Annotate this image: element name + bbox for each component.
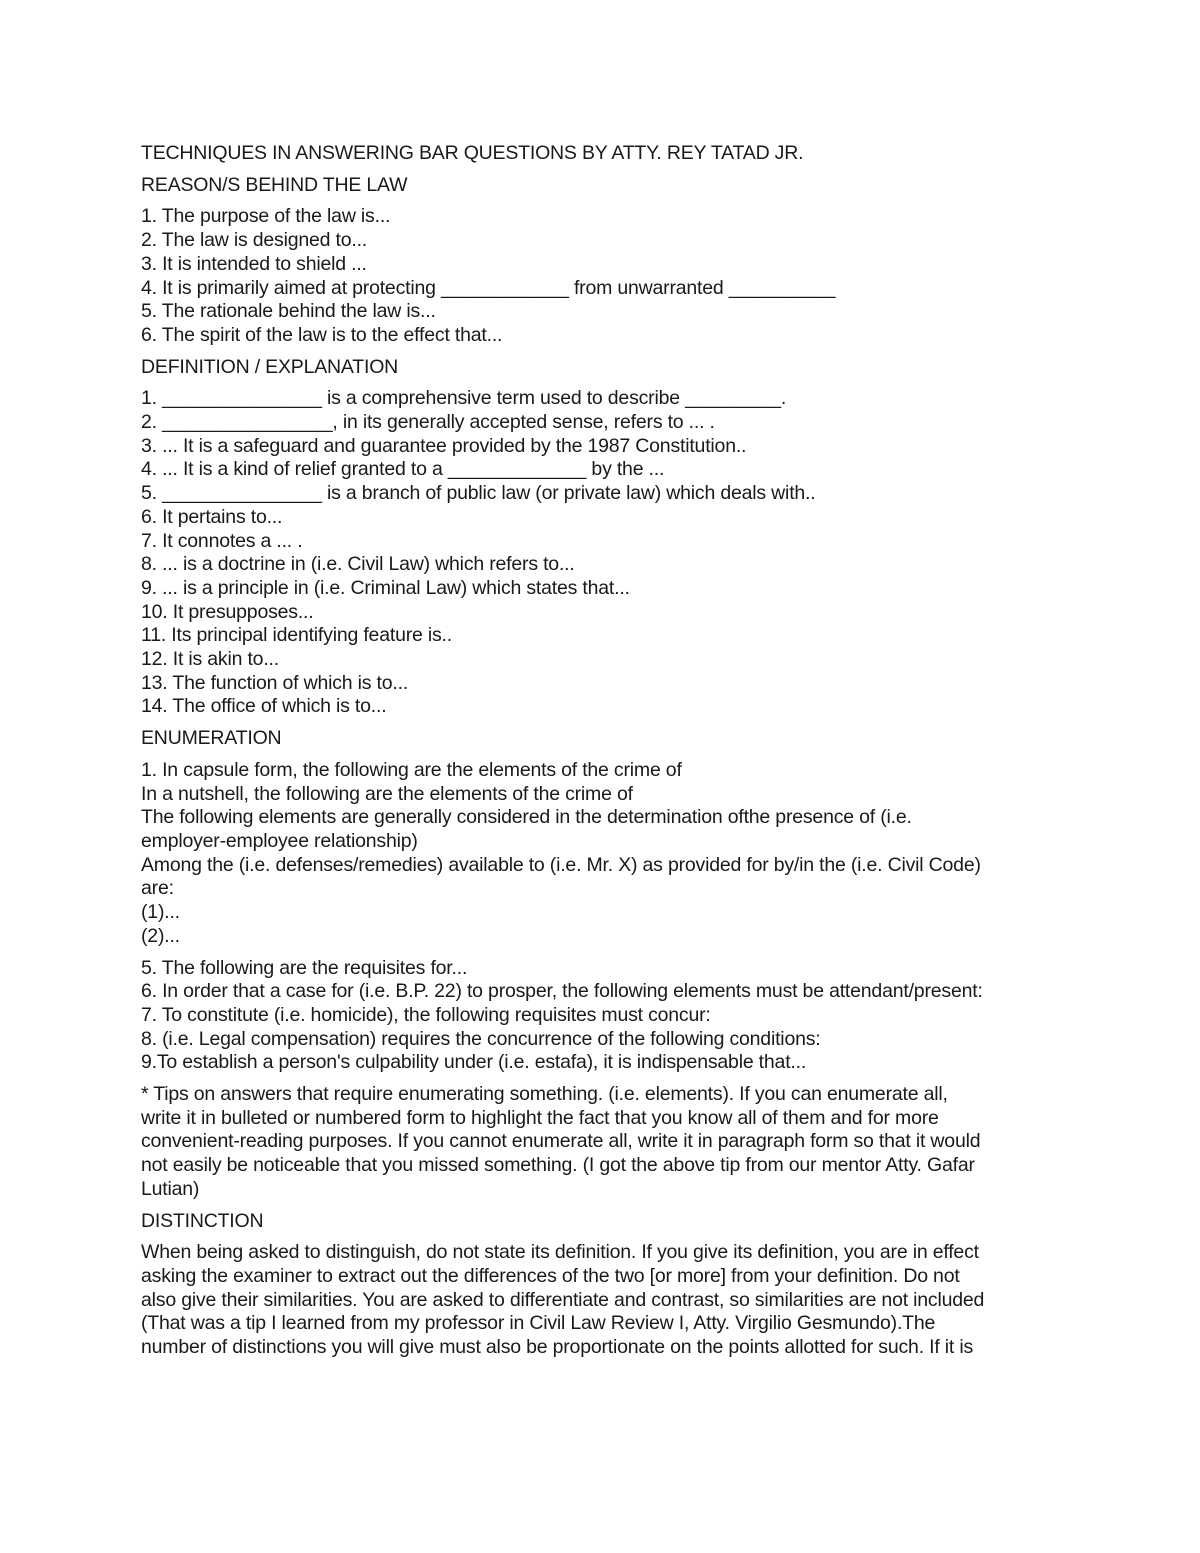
list-item: The following elements are generally considered in the determination ofthe presence of (i.e. bbox=[141, 806, 912, 829]
list-item: In a nutshell, the following are the elements of the crime of bbox=[141, 782, 633, 805]
list-item: 3. ... It is a safeguard and guarantee provided by the 1987 Constitution.. bbox=[141, 434, 747, 457]
document-title: TECHNIQUES IN ANSWERING BAR QUESTIONS BY ATTY. REY TATAD JR. bbox=[141, 142, 804, 164]
list-item: 8. ... is a doctrine in (i.e. Civil Law) which refers to... bbox=[141, 553, 575, 576]
list-item: 1. In capsule form, the following are the elements of the crime of bbox=[141, 758, 682, 781]
list-item: are: bbox=[141, 877, 174, 900]
list-item: 9. ... is a principle in (i.e. Criminal Law) which states that... bbox=[141, 576, 630, 599]
list-item: 9.To establish a person's culpability under (i.e. estafa), it is indispensable that... bbox=[141, 1051, 807, 1074]
distinction-paragraph bbox=[141, 1241, 1061, 1360]
list-item: 13. The function of which is to... bbox=[141, 671, 409, 694]
list-item: Among the (i.e. defenses/remedies) available to (i.e. Mr. X) as provided for by/in the (i.e. Civil Code) bbox=[141, 853, 981, 876]
enumeration-list-b bbox=[141, 957, 1061, 1076]
definition-list bbox=[141, 387, 1061, 719]
paragraph-line: also give their similarities. You are asked to differentiate and contrast, so similarities are not included bbox=[141, 1288, 985, 1311]
list-item: 5. The rationale behind the law is... bbox=[141, 300, 436, 323]
list-item: 1. _______________ is a comprehensive term used to describe _________. bbox=[141, 387, 787, 410]
list-item: 12. It is akin to... bbox=[141, 648, 279, 671]
list-item: 6. In order that a case for (i.e. B.P. 22) to prosper, the following elements must be attendant/present: bbox=[141, 980, 983, 1003]
list-item: 6. The spirit of the law is to the effect that... bbox=[141, 323, 503, 346]
paragraph-line: When being asked to distinguish, do not state its definition. If you give its definition, you are in effect bbox=[141, 1241, 979, 1264]
list-item: (2)... bbox=[141, 924, 180, 947]
list-item: 7. To constitute (i.e. homicide), the following requisites must concur: bbox=[141, 1003, 711, 1026]
list-item: 5. _______________ is a branch of public law (or private law) which deals with.. bbox=[141, 482, 816, 505]
enumeration-tip-paragraph bbox=[141, 1083, 1061, 1202]
paragraph-line: asking the examiner to extract out the differences of the two [or more] from your definition. Do not bbox=[141, 1264, 960, 1287]
section-heading-reasons: REASON/S BEHIND THE LAW bbox=[141, 173, 408, 196]
list-item: 7. It connotes a ... . bbox=[141, 529, 303, 552]
list-item: employer-employee relationship) bbox=[141, 829, 418, 852]
list-item: 2. The law is designed to... bbox=[141, 229, 368, 252]
section-heading-definition: DEFINITION / EXPLANATION bbox=[141, 355, 399, 378]
list-item: 11. Its principal identifying feature is.. bbox=[141, 624, 452, 647]
list-item: (1)... bbox=[141, 901, 180, 924]
paragraph-line: number of distinctions you will give must also be proportionate on the points allotted for such. If it is bbox=[141, 1336, 974, 1359]
list-item: 8. (i.e. Legal compensation) requires the concurrence of the following conditions: bbox=[141, 1027, 821, 1050]
paragraph-line: * Tips on answers that require enumerating something. (i.e. elements). If you can enumerate all, bbox=[141, 1083, 948, 1106]
document-page bbox=[141, 142, 1061, 1360]
list-item: 4. ... It is a kind of relief granted to a _____________ by the ... bbox=[141, 458, 665, 481]
paragraph-line: not easily be noticeable that you missed something. (I got the above tip from our mentor Atty. Gafar bbox=[141, 1154, 975, 1177]
paragraph-line: (That was a tip I learned from my professor in Civil Law Review I, Atty. Virgilio Gesmundo).The bbox=[141, 1312, 936, 1335]
section-heading-enumeration: ENUMERATION bbox=[141, 727, 282, 750]
list-item: 6. It pertains to... bbox=[141, 505, 283, 528]
reasons-list bbox=[141, 205, 1061, 347]
enumeration-list-a bbox=[141, 759, 1061, 949]
list-item: 1. The purpose of the law is... bbox=[141, 205, 391, 228]
list-item: 10. It presupposes... bbox=[141, 600, 314, 623]
paragraph-line: write it in bulleted or numbered form to highlight the fact that you know all of them and for more bbox=[141, 1106, 939, 1129]
list-item: 4. It is primarily aimed at protecting ____________ from unwarranted __________ bbox=[141, 276, 836, 299]
section-heading-distinction: DISTINCTION bbox=[141, 1209, 264, 1232]
paragraph-line: convenient-reading purposes. If you cannot enumerate all, write it in paragraph form so that it would bbox=[141, 1130, 981, 1153]
list-item: 3. It is intended to shield ... bbox=[141, 252, 367, 275]
paragraph-line: Lutian) bbox=[141, 1177, 200, 1200]
list-item: 5. The following are the requisites for... bbox=[141, 956, 468, 979]
list-item: 14. The office of which is to... bbox=[141, 695, 387, 718]
list-item: 2. ________________, in its generally accepted sense, refers to ... . bbox=[141, 411, 715, 434]
